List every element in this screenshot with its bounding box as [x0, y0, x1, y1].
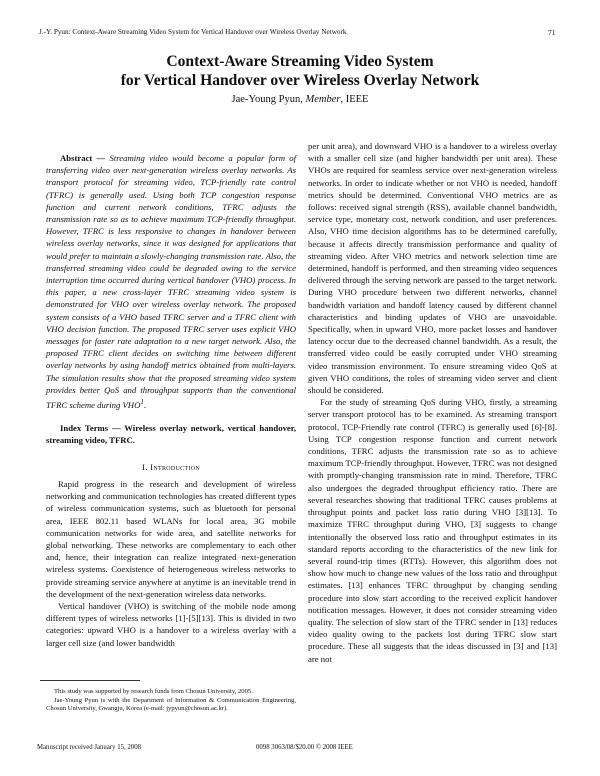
author-line [0, 94, 600, 105]
index-terms: Index Terms — Wireless overlay network, vertical handover, streaming video, TFRC. [46, 423, 296, 446]
footnote-divider [40, 680, 140, 681]
intro-column [46, 478, 296, 649]
intro-paragraph-2: Vertical handover (VHO) is switching of the mobile node among different types of wireless networks [1]-[5][13]. This is divided in two categories: upward VHO is a handover to a wireless overlay with a larger cell size (and lower bandwidth [46, 601, 296, 648]
abstract-text: Streaming video would become a popular form of transferring video over next-generation wireless overlay networks. As transport protocol for streaming video, TCP-friendly rate control (TFRC) is generally used. Using both TCP congestion response function and current network conditions, TFRC adjusts the transmission rate so as to achieve maximum TCP-friendly throughput. However, TFRC is less responsive to changes in handover between wireless overlay networks, since it was designed for applications that would prefer to maintain a slowly-changing transmission rate. Also, the transferred streaming video could be degraded owing to the service interruption time occurred during vertical handover (VHO) process. In this paper, a new cross-layer TFRC streaming video system is demonstrated for VHO over wireless overlay network. The proposed system consists of a VHO based TFRC server and a TFRC client with VHO decision function. The proposed TFRC server uses explicit VHO messages for faster rate adaptation to a new target network. Also, the proposed TFRC client decides on switching time between different overlay networks by using handoff metrics obtained from multi-layers. The simulation results show that the proposed streaming video system provides better QoS and throughput supports than the conventional TFRC scheme during VHO [46, 153, 297, 410]
abstract-label: Abstract — [60, 153, 106, 163]
author-membership: Member [305, 94, 341, 105]
paper-title [0, 52, 600, 90]
abstract-end: . [143, 399, 147, 410]
title-line-2: for Vertical Handover over Wireless Overlay Network [120, 72, 480, 89]
abstract [46, 152, 296, 411]
footnote-line-1: This study was supported by research funds from Chosun University, 2005. [54, 688, 253, 695]
right-paragraph-1: per unit area), and downward VHO is a handover to a wireless overlay with a smaller cell size (and higher bandwidth per unit area). These VHOs are required for seamless service over next-generation wireless networks. In order to indicate whether or not VHO is needed, handoff metrics should be determined. Conventional VHO metrics are as follows: received signal strength (RSS), available channel bandwidth, service type, monetary cost, network condition, and user preferences. Also, VHO time decision algorithms has to be determined carefully, because it affects directly transmission performance and quality of streaming video. After VHO metrics and network selection time are determined, handoff is performed, and then streaming video sequences delivered through the serving network are passed to the target network. During VHO procedure between two different networks, channel bandwidth variation and handoff latency caused by different channel characteristics and binding updates of VHO are unavoidable. Specifically, when in upward VHO, more packet losses and handover latency occur due to the decreased channel bandwidth. As a result, the transferred video could be easily corrupted under VHO streaming video transmission environment. To ensure streaming video QoS at given VHO conditions, the roles of streaming video server and client should be considered. [308, 141, 557, 396]
copyright-line: 0098 3063/08/$20.00 © 2008 IEEE [256, 744, 353, 751]
title-line-1: Context-Aware Streaming Video System [166, 53, 434, 70]
manuscript-received: Manuscript received January 15, 2008 [37, 744, 141, 751]
footnote-line-2: Jae-Young Pyun is with the Department of Information & Communication Engineering, Chosun University, Gwangju, Korea (e-mail: jypyun@chosun.ac.kr). [46, 696, 296, 713]
right-column [308, 140, 557, 665]
page-number: 71 [548, 28, 556, 37]
abstract-footnote-mark: 1 [140, 398, 144, 407]
author-org: , IEEE [340, 94, 369, 105]
author-name: Jae-Young Pyun, [231, 94, 303, 105]
section-heading: I. Introduction [142, 462, 200, 472]
intro-paragraph-1: Rapid progress in the research and development of wireless networking and communication technologies has created different types of wireless communication systems, such as bluetooth for personal area, IEEE 802.11 based WLANs for local area, 3G mobile communication networks for wide area, and satellite networks for global networking. These networks are complementary to each other and, hence, their integration can realize integrated next-generation wireless systems. Coexistence of heterogeneous wireless networks to provide streaming service anywhere at anytime is an inevitable trend in the development of the next-generation wireless data networks. [46, 479, 297, 599]
footnote [46, 688, 296, 714]
right-paragraph-2: For the study of streaming QoS during VHO, firstly, a streaming server transport protocol has to be examined. As streaming transport protocol, TCP-Friendly rate control (TFRC) is generally used [6]-[8]. Using TCP congestion response function and current network conditions, TFRC adjusts the transmission rate so as to achieve maximum TCP-friendly throughput. However, TFRC was not designed with promptly-changing transmission rate in mind. Therefore, TFRC also undergoes the degraded throughput efficiency ratio. There are several researches showing that traditional TFRC causes problems at throughput points and packet loss ratio during VHO [3][13]. To maximize TFRC throughput during VHO, [3] suggests to change intentionally the observed loss ratio and throughput estimates in its standard reports according to the characteristics of the new link for several round-trip times (RTTs). However, this algorithm does not show how much to change new values of the loss ratio and throughput estimates. [13] enhances TFRC throughput by changing sending procedure into slow start according to the received explicit handover notification messages. However, it does not consider streaming video quality. The selection of slow start of the TFRC sender in [13] reduces video quality owing to the packets lost during TFRC slow start procedure. These all suggests that the ideas discussed in [3] and [13] are not [308, 397, 557, 664]
running-header: J.-Y. Pyun: Context-Aware Streaming Video System for Vertical Handover over Wireless Overlay Network [39, 28, 347, 36]
